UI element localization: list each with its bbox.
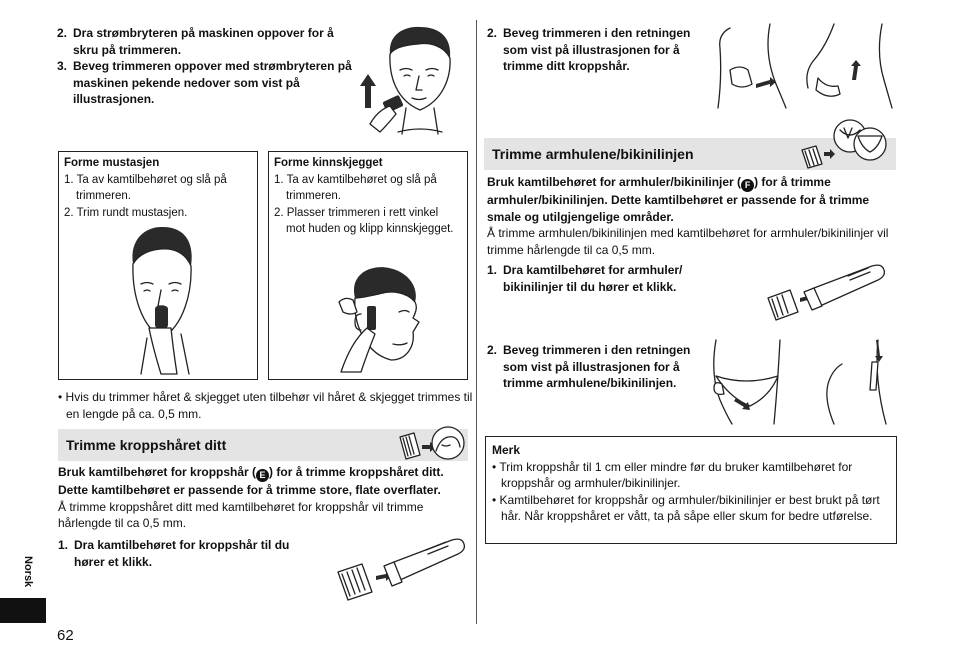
sideburns-step-2: 2. Plasser trimmeren i rett vinkel mot huden og klipp kinnskjegget.	[274, 206, 454, 235]
section-heading-armpit-bikini	[484, 138, 896, 170]
armpit-step-1: 1. Dra kamtilbehøret for armhuler/ bikinilinjer til du hører et klikk.	[487, 263, 683, 294]
armpit-step-2: 2. Beveg trimmeren i den retningen som vist på illustrasjonen for å trimme armhulene/bikinilinjen.	[487, 343, 691, 390]
section-title-body-hair: Trimme kroppshåret ditt	[66, 437, 227, 453]
armpit-comb-attach-illustration	[764, 258, 890, 322]
mustache-box-title: Forme mustasjen	[64, 157, 160, 169]
column-divider	[476, 20, 477, 624]
body-trim-direction-illustration	[712, 24, 892, 110]
mustache-box-list	[59, 172, 257, 222]
step-3: 3. Beveg trimmeren oppover med strømbryteren på maskinen pekende nedover som vist på illustrasjonen.	[57, 59, 352, 106]
side-tab-language	[0, 547, 46, 597]
merk-title: Merk	[492, 443, 521, 457]
merk-note-box	[485, 436, 897, 544]
armpit-comb-attachment-icon	[800, 114, 888, 170]
sideburns-box	[268, 151, 468, 380]
body-hair-intro	[58, 464, 468, 532]
attachment-e-badge: E	[256, 469, 269, 482]
page-number: 62	[57, 627, 74, 644]
merk-item-2: • Kamtilbehøret for kroppshår og armhuler/bikinilinjer er best brukt på tørt hår. Når kroppshåret er vått, ta på såpe eller skum for bedre utførelse.	[492, 492, 880, 523]
sideburns-box-title: Forme kinnskjegget	[274, 157, 383, 169]
steps-top	[57, 25, 357, 108]
face-trim-upward-illustration	[360, 24, 470, 136]
merk-item-1: • Trim kroppshår til 1 cm eller mindre før du bruker kamtilbehøret for kroppshår og armhuler/bikinilinjer.	[492, 459, 853, 490]
section-title-armpit-bikini: Trimme armhulene/bikinilinjen	[492, 146, 694, 162]
body-comb-attachment-icon	[396, 425, 460, 463]
sideburns-trim-illustration	[327, 262, 427, 376]
armpit-intro-normal: Å trimme armhulen/bikinilinjen med kamtilbehøret for armhuler/bikinilinjer vil trimme hårlengde til ca 0,5 mm.	[487, 226, 889, 257]
mustache-box	[58, 151, 258, 380]
sideburns-box-list	[269, 172, 467, 238]
armpit-intro-bold: Bruk kamtilbehøret for armhuler/bikinilinjer ( F ) for å trimme armhuler/bikinilinjen. Dette kamtilbehøret er passende for å trimme smale og utilgjengelige områder.	[487, 175, 870, 224]
mustache-step-2: 2. Trim rundt mustasjen.	[64, 206, 188, 219]
body-step-1: 1. Dra kamtilbehøret for kroppshår til du hører et klikk.	[58, 538, 290, 569]
side-tab-black-block	[0, 598, 46, 623]
mustache-trim-illustration	[119, 224, 203, 376]
body-step-2: 2. Beveg trimmeren i den retningen som vist på illustrasjonen for å trimme ditt kroppshår.	[487, 26, 691, 73]
attachment-f-badge: F	[741, 179, 754, 192]
section-heading-body-hair	[58, 429, 468, 461]
body-comb-attach-illustration	[336, 536, 466, 600]
mustache-step-1: 1. Ta av kamtilbehøret og slå på trimmeren.	[64, 173, 227, 202]
armpit-bikini-trim-illustration	[706, 340, 892, 424]
no-attachment-note: • Hvis du trimmer håret & skjegget uten tilbehør vil håret & skjegget trimmes til en lengde på ca. 0,5 mm.	[58, 390, 473, 421]
body-hair-intro-normal: Å trimme kroppshåret ditt med kamtilbehøret for kroppshår vil trimme hårlengde til ca 0,5 mm.	[58, 499, 424, 530]
armpit-intro	[487, 174, 897, 258]
body-hair-intro-bold: Bruk kamtilbehøret for kroppshår ( E ) for å trimme kroppshåret ditt. Dette kamtilbehøret er passende for å trimme store, flate overflater.	[58, 465, 444, 497]
sideburns-step-1: 1. Ta av kamtilbehøret og slå på trimmeren.	[274, 173, 437, 202]
step-2: 2. Dra strømbryteren på maskinen oppover for å skru på trimmeren.	[57, 26, 334, 57]
side-tab-label: Norsk	[22, 556, 34, 588]
